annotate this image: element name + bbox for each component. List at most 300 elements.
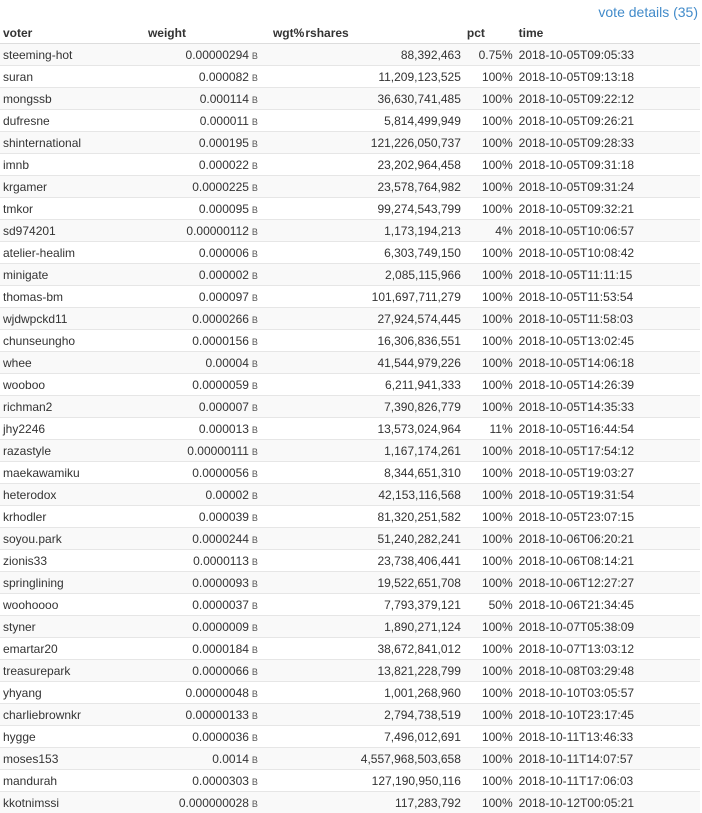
- vote-weight: 0.000000028: [179, 796, 249, 810]
- table-row: [0, 176, 700, 198]
- vote-rshares: 7,496,012,691: [302, 726, 464, 748]
- vote-wgt-pct: [261, 66, 302, 88]
- table-row: [0, 550, 700, 572]
- weight-unit: B: [252, 183, 258, 193]
- vote-pct: 100%: [464, 638, 516, 660]
- vote-weight: 0.000006: [199, 246, 249, 260]
- weight-unit: B: [252, 337, 258, 347]
- vote-weight: 0.000039: [199, 510, 249, 524]
- voter-name[interactable]: krhodler: [0, 506, 145, 528]
- vote-rshares: 1,001,268,960: [302, 682, 464, 704]
- vote-wgt-pct: [261, 88, 302, 110]
- vote-time: 2018-10-05T09:32:21: [516, 198, 700, 220]
- vote-weight: 0.000007: [199, 400, 249, 414]
- voter-name[interactable]: chunseungho: [0, 330, 145, 352]
- vote-wgt-pct: [261, 638, 302, 660]
- vote-time: 2018-10-05T09:05:33: [516, 44, 700, 66]
- weight-unit: B: [252, 491, 258, 501]
- vote-weight-cell: [145, 638, 261, 660]
- voter-name[interactable]: wjdwpckd11: [0, 308, 145, 330]
- voter-name[interactable]: springlining: [0, 572, 145, 594]
- weight-unit: B: [252, 403, 258, 413]
- vote-weight: 0.000095: [199, 202, 249, 216]
- vote-weight-cell: [145, 506, 261, 528]
- weight-unit: B: [252, 425, 258, 435]
- vote-weight-cell: [145, 462, 261, 484]
- vote-pct: 100%: [464, 682, 516, 704]
- vote-wgt-pct: [261, 528, 302, 550]
- vote-time: 2018-10-11T14:07:57: [516, 748, 700, 770]
- voter-name[interactable]: whee: [0, 352, 145, 374]
- vote-wgt-pct: [261, 704, 302, 726]
- table-row: [0, 396, 700, 418]
- vote-pct: 100%: [464, 484, 516, 506]
- vote-rshares: 6,303,749,150: [302, 242, 464, 264]
- vote-wgt-pct: [261, 308, 302, 330]
- voter-name[interactable]: soyou.park: [0, 528, 145, 550]
- vote-wgt-pct: [261, 660, 302, 682]
- vote-wgt-pct: [261, 242, 302, 264]
- vote-time: 2018-10-11T17:06:03: [516, 770, 700, 792]
- voter-name[interactable]: yhyang: [0, 682, 145, 704]
- vote-wgt-pct: [261, 396, 302, 418]
- vote-weight: 0.00000112: [186, 224, 249, 238]
- vote-weight: 0.0000059: [192, 378, 249, 392]
- vote-rshares: 13,821,228,799: [302, 660, 464, 682]
- vote-weight: 0.0014: [212, 752, 249, 766]
- column-header-pct[interactable]: pct: [464, 23, 516, 44]
- weight-unit: B: [252, 711, 258, 721]
- table-row: [0, 682, 700, 704]
- vote-weight: 0.00000294: [186, 48, 249, 62]
- vote-pct: 100%: [464, 506, 516, 528]
- vote-pct: 100%: [464, 462, 516, 484]
- vote-rshares: 19,522,651,708: [302, 572, 464, 594]
- vote-weight-cell: [145, 726, 261, 748]
- vote-rshares: 88,392,463: [302, 44, 464, 66]
- vote-weight: 0.0000037: [192, 598, 249, 612]
- vote-weight-cell: [145, 220, 261, 242]
- vote-wgt-pct: [261, 110, 302, 132]
- vote-wgt-pct: [261, 462, 302, 484]
- vote-time: 2018-10-05T09:28:33: [516, 132, 700, 154]
- vote-weight: 0.0000113: [193, 554, 249, 568]
- vote-weight-cell: [145, 132, 261, 154]
- vote-pct: 100%: [464, 704, 516, 726]
- voter-name[interactable]: moses153: [0, 748, 145, 770]
- weight-unit: B: [252, 513, 258, 523]
- vote-weight-cell: [145, 88, 261, 110]
- vote-pct: 100%: [464, 242, 516, 264]
- vote-weight: 0.00000133: [186, 708, 249, 722]
- weight-unit: B: [252, 95, 258, 105]
- table-row: [0, 110, 700, 132]
- vote-rshares: 5,814,499,949: [302, 110, 464, 132]
- table-row: [0, 418, 700, 440]
- vote-time: 2018-10-05T23:07:15: [516, 506, 700, 528]
- table-row: [0, 594, 700, 616]
- vote-weight-cell: [145, 176, 261, 198]
- weight-unit: B: [252, 205, 258, 215]
- vote-weight-cell: [145, 44, 261, 66]
- table-row: [0, 506, 700, 528]
- vote-weight-cell: [145, 330, 261, 352]
- table-row: [0, 66, 700, 88]
- vote-weight-cell: [145, 484, 261, 506]
- vote-time: 2018-10-10T03:05:57: [516, 682, 700, 704]
- vote-weight: 0.00002: [206, 488, 249, 502]
- vote-pct: 100%: [464, 198, 516, 220]
- vote-weight-cell: [145, 286, 261, 308]
- voter-name[interactable]: minigate: [0, 264, 145, 286]
- column-header-weight[interactable]: weight: [145, 23, 261, 44]
- voter-name[interactable]: treasurepark: [0, 660, 145, 682]
- vote-pct: 100%: [464, 154, 516, 176]
- vote-weight: 0.000195: [199, 136, 249, 150]
- weight-unit: B: [252, 799, 258, 809]
- vote-time: 2018-10-05T11:53:54: [516, 286, 700, 308]
- table-row: [0, 132, 700, 154]
- vote-time: 2018-10-05T09:13:18: [516, 66, 700, 88]
- table-row: [0, 572, 700, 594]
- vote-time: 2018-10-08T03:29:48: [516, 660, 700, 682]
- vote-pct: 100%: [464, 286, 516, 308]
- vote-weight-cell: [145, 682, 261, 704]
- vote-weight-cell: [145, 396, 261, 418]
- voter-name[interactable]: tmkor: [0, 198, 145, 220]
- vote-weight: 0.0000093: [192, 576, 249, 590]
- vote-wgt-pct: [261, 484, 302, 506]
- vote-pct: 100%: [464, 528, 516, 550]
- weight-unit: B: [252, 447, 258, 457]
- voter-name[interactable]: dufresne: [0, 110, 145, 132]
- vote-wgt-pct: [261, 770, 302, 792]
- table-row: [0, 484, 700, 506]
- vote-weight: 0.000002: [199, 268, 249, 282]
- vote-weight-cell: [145, 660, 261, 682]
- weight-unit: B: [252, 755, 258, 765]
- vote-wgt-pct: [261, 550, 302, 572]
- table-row: [0, 308, 700, 330]
- voter-name[interactable]: richman2: [0, 396, 145, 418]
- vote-wgt-pct: [261, 264, 302, 286]
- vote-pct: 100%: [464, 440, 516, 462]
- voter-name[interactable]: emartar20: [0, 638, 145, 660]
- vote-time: 2018-10-05T16:44:54: [516, 418, 700, 440]
- voter-name[interactable]: styner: [0, 616, 145, 638]
- vote-pct: 100%: [464, 550, 516, 572]
- vote-pct: 100%: [464, 396, 516, 418]
- vote-rshares: 127,190,950,116: [302, 770, 464, 792]
- table-row: [0, 154, 700, 176]
- vote-weight-cell: [145, 374, 261, 396]
- voter-name[interactable]: imnb: [0, 154, 145, 176]
- table-row: [0, 726, 700, 748]
- voter-name[interactable]: shinternational: [0, 132, 145, 154]
- table-row: [0, 242, 700, 264]
- vote-rshares: 99,274,543,799: [302, 198, 464, 220]
- vote-rshares: 2,085,115,966: [302, 264, 464, 286]
- voter-name[interactable]: kkotnimssi: [0, 792, 145, 813]
- vote-time: 2018-10-05T11:11:15: [516, 264, 700, 286]
- vote-weight: 0.0000156: [192, 334, 249, 348]
- table-row: [0, 330, 700, 352]
- voter-name[interactable]: steeming-hot: [0, 44, 145, 66]
- vote-time: 2018-10-06T12:27:27: [516, 572, 700, 594]
- vote-wgt-pct: [261, 154, 302, 176]
- weight-unit: B: [252, 227, 258, 237]
- vote-pct: 100%: [464, 726, 516, 748]
- vote-wgt-pct: [261, 176, 302, 198]
- voter-name[interactable]: mongssb: [0, 88, 145, 110]
- vote-rshares: 8,344,651,310: [302, 462, 464, 484]
- weight-unit: B: [252, 51, 258, 61]
- column-header-rshares[interactable]: rshares: [302, 23, 464, 44]
- vote-rshares: 51,240,282,241: [302, 528, 464, 550]
- vote-time: 2018-10-05T14:35:33: [516, 396, 700, 418]
- vote-time: 2018-10-05T14:26:39: [516, 374, 700, 396]
- vote-rshares: 1,890,271,124: [302, 616, 464, 638]
- vote-rshares: 2,794,738,519: [302, 704, 464, 726]
- column-header-wgt-pct[interactable]: wgt%: [261, 23, 302, 44]
- vote-weight-cell: [145, 440, 261, 462]
- vote-details-link[interactable]: vote details (35): [598, 4, 698, 20]
- table-row: [0, 770, 700, 792]
- vote-weight-cell: [145, 550, 261, 572]
- table-row: [0, 88, 700, 110]
- vote-wgt-pct: [261, 198, 302, 220]
- vote-weight: 0.00004: [206, 356, 249, 370]
- vote-wgt-pct: [261, 616, 302, 638]
- vote-weight-cell: [145, 110, 261, 132]
- column-header-time[interactable]: time: [516, 23, 700, 44]
- weight-unit: B: [252, 623, 258, 633]
- weight-unit: B: [252, 777, 258, 787]
- voter-name[interactable]: zionis33: [0, 550, 145, 572]
- voter-name[interactable]: heterodox: [0, 484, 145, 506]
- vote-time: 2018-10-05T11:58:03: [516, 308, 700, 330]
- voter-name[interactable]: maekawamiku: [0, 462, 145, 484]
- vote-weight-cell: [145, 528, 261, 550]
- vote-weight: 0.00000048: [186, 686, 249, 700]
- weight-unit: B: [252, 73, 258, 83]
- weight-unit: B: [252, 667, 258, 677]
- vote-wgt-pct: [261, 418, 302, 440]
- vote-pct: 50%: [464, 594, 516, 616]
- vote-weight-cell: [145, 770, 261, 792]
- vote-time: 2018-10-05T19:03:27: [516, 462, 700, 484]
- vote-weight: 0.0000266: [192, 312, 249, 326]
- vote-weight-cell: [145, 572, 261, 594]
- voter-name[interactable]: sd974201: [0, 220, 145, 242]
- vote-weight-cell: [145, 264, 261, 286]
- weight-unit: B: [252, 733, 258, 743]
- voter-name[interactable]: hygge: [0, 726, 145, 748]
- vote-time: 2018-10-05T09:22:12: [516, 88, 700, 110]
- vote-pct: 100%: [464, 264, 516, 286]
- vote-wgt-pct: [261, 792, 302, 813]
- vote-weight-cell: [145, 792, 261, 813]
- vote-wgt-pct: [261, 594, 302, 616]
- voter-name[interactable]: thomas-bm: [0, 286, 145, 308]
- vote-wgt-pct: [261, 682, 302, 704]
- vote-time: 2018-10-05T19:31:54: [516, 484, 700, 506]
- vote-time: 2018-10-05T13:02:45: [516, 330, 700, 352]
- vote-weight: 0.0000056: [192, 466, 249, 480]
- table-row: [0, 374, 700, 396]
- vote-weight-cell: [145, 352, 261, 374]
- vote-wgt-pct: [261, 220, 302, 242]
- vote-time: 2018-10-05T17:54:12: [516, 440, 700, 462]
- voter-name[interactable]: jhy2246: [0, 418, 145, 440]
- table-row: [0, 616, 700, 638]
- vote-pct: 100%: [464, 792, 516, 813]
- vote-wgt-pct: [261, 352, 302, 374]
- vote-rshares: 101,697,711,279: [302, 286, 464, 308]
- vote-rshares: 23,202,964,458: [302, 154, 464, 176]
- weight-unit: B: [252, 579, 258, 589]
- voter-name[interactable]: woohoooo: [0, 594, 145, 616]
- vote-weight: 0.0000009: [192, 620, 249, 634]
- vote-weight: 0.0000184: [192, 642, 249, 656]
- vote-wgt-pct: [261, 506, 302, 528]
- weight-unit: B: [252, 293, 258, 303]
- voter-name[interactable]: razastyle: [0, 440, 145, 462]
- vote-rshares: 81,320,251,582: [302, 506, 464, 528]
- vote-rows: [0, 44, 700, 813]
- vote-pct: 100%: [464, 572, 516, 594]
- vote-wgt-pct: [261, 330, 302, 352]
- vote-pct: 100%: [464, 88, 516, 110]
- column-header-voter[interactable]: voter: [0, 23, 145, 44]
- weight-unit: B: [252, 161, 258, 171]
- weight-unit: B: [252, 469, 258, 479]
- weight-unit: B: [252, 381, 258, 391]
- vote-pct: 100%: [464, 110, 516, 132]
- voter-name[interactable]: suran: [0, 66, 145, 88]
- table-row: [0, 286, 700, 308]
- vote-weight: 0.000114: [200, 92, 249, 106]
- table-row: [0, 704, 700, 726]
- table-row: [0, 264, 700, 286]
- vote-time: 2018-10-06T21:34:45: [516, 594, 700, 616]
- vote-weight: 0.000022: [199, 158, 249, 172]
- vote-weight: 0.000013: [199, 422, 249, 436]
- vote-pct: 4%: [464, 220, 516, 242]
- vote-time: 2018-10-05T10:08:42: [516, 242, 700, 264]
- vote-weight: 0.000082: [199, 70, 249, 84]
- table-row: [0, 792, 700, 813]
- vote-wgt-pct: [261, 748, 302, 770]
- vote-rshares: 16,306,836,551: [302, 330, 464, 352]
- vote-wgt-pct: [261, 286, 302, 308]
- vote-wgt-pct: [261, 374, 302, 396]
- vote-time: 2018-10-10T23:17:45: [516, 704, 700, 726]
- vote-pct: 100%: [464, 352, 516, 374]
- vote-pct: 100%: [464, 748, 516, 770]
- vote-time: 2018-10-11T13:46:33: [516, 726, 700, 748]
- voter-name[interactable]: atelier-healim: [0, 242, 145, 264]
- table-row: [0, 440, 700, 462]
- vote-weight: 0.000097: [199, 290, 249, 304]
- vote-weight: 0.00000111: [187, 444, 249, 458]
- vote-rshares: 38,672,841,012: [302, 638, 464, 660]
- vote-rshares: 27,924,574,445: [302, 308, 464, 330]
- vote-rshares: 7,793,379,121: [302, 594, 464, 616]
- weight-unit: B: [252, 117, 258, 127]
- voter-name[interactable]: charliebrownkr: [0, 704, 145, 726]
- voter-name[interactable]: wooboo: [0, 374, 145, 396]
- vote-time: 2018-10-06T06:20:21: [516, 528, 700, 550]
- vote-time: 2018-10-07T13:03:12: [516, 638, 700, 660]
- vote-pct: 100%: [464, 330, 516, 352]
- vote-rshares: 13,573,024,964: [302, 418, 464, 440]
- vote-rshares: 117,283,792: [302, 792, 464, 813]
- weight-unit: B: [252, 359, 258, 369]
- vote-weight-cell: [145, 242, 261, 264]
- voter-name[interactable]: krgamer: [0, 176, 145, 198]
- table-row: [0, 352, 700, 374]
- weight-unit: B: [252, 315, 258, 325]
- vote-weight: 0.000011: [200, 114, 249, 128]
- vote-rshares: 23,738,406,441: [302, 550, 464, 572]
- vote-time: 2018-10-05T10:06:57: [516, 220, 700, 242]
- vote-rshares: 41,544,979,226: [302, 352, 464, 374]
- vote-weight: 0.0000303: [192, 774, 249, 788]
- weight-unit: B: [252, 139, 258, 149]
- vote-pct: 100%: [464, 374, 516, 396]
- table-row: [0, 220, 700, 242]
- vote-rshares: 4,557,968,503,658: [302, 748, 464, 770]
- vote-weight-cell: [145, 66, 261, 88]
- vote-weight-cell: [145, 748, 261, 770]
- vote-wgt-pct: [261, 440, 302, 462]
- vote-rshares: 42,153,116,568: [302, 484, 464, 506]
- vote-weight: 0.0000036: [192, 730, 249, 744]
- weight-unit: B: [252, 689, 258, 699]
- vote-time: 2018-10-05T09:31:24: [516, 176, 700, 198]
- vote-pct: 11%: [464, 418, 516, 440]
- table-row: [0, 748, 700, 770]
- vote-weight-cell: [145, 154, 261, 176]
- voter-name[interactable]: mandurah: [0, 770, 145, 792]
- vote-rshares: 121,226,050,737: [302, 132, 464, 154]
- vote-weight: 0.0000244: [192, 532, 249, 546]
- vote-rshares: 6,211,941,333: [302, 374, 464, 396]
- vote-pct: 100%: [464, 660, 516, 682]
- vote-weight-cell: [145, 616, 261, 638]
- vote-pct: 100%: [464, 616, 516, 638]
- table-row: [0, 660, 700, 682]
- vote-pct: 100%: [464, 66, 516, 88]
- vote-time: 2018-10-05T14:06:18: [516, 352, 700, 374]
- vote-pct: 0.75%: [464, 44, 516, 66]
- table-row: [0, 528, 700, 550]
- vote-time: 2018-10-07T05:38:09: [516, 616, 700, 638]
- vote-pct: 100%: [464, 132, 516, 154]
- vote-wgt-pct: [261, 44, 302, 66]
- vote-rshares: 23,578,764,982: [302, 176, 464, 198]
- vote-rshares: 1,173,194,213: [302, 220, 464, 242]
- vote-rshares: 1,167,174,261: [302, 440, 464, 462]
- vote-wgt-pct: [261, 572, 302, 594]
- vote-pct: 100%: [464, 770, 516, 792]
- vote-wgt-pct: [261, 726, 302, 748]
- table-row: [0, 198, 700, 220]
- vote-weight: 0.0000225: [192, 180, 249, 194]
- vote-time: 2018-10-12T00:05:21: [516, 792, 700, 813]
- vote-time: 2018-10-05T09:31:18: [516, 154, 700, 176]
